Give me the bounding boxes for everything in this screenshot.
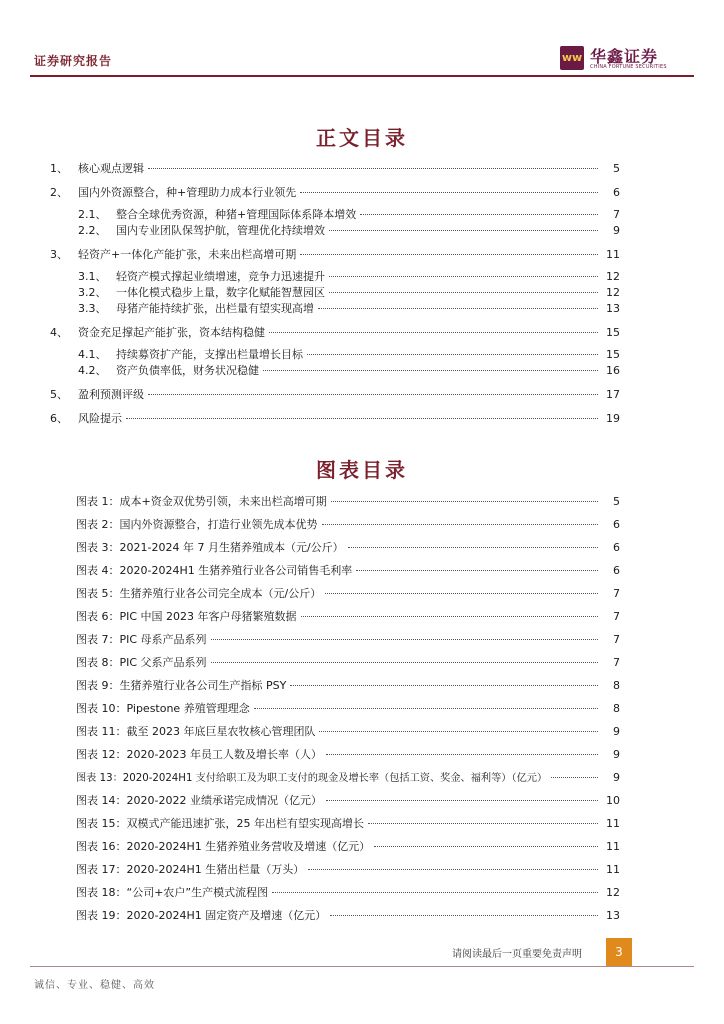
leader-dots bbox=[300, 254, 598, 255]
toc-entry[interactable] bbox=[50, 246, 620, 264]
toc-entry-number: 3.3、 bbox=[78, 302, 107, 315]
figure-entry-page: 6 bbox=[613, 541, 620, 554]
toc-entry-page: 16 bbox=[606, 364, 620, 377]
toc-entry-text: 资产负债率低，财务状况稳健 bbox=[116, 364, 259, 377]
leader-dots bbox=[319, 731, 598, 732]
toc-entry-number: 3.2、 bbox=[78, 286, 107, 299]
figure-entry-page: 8 bbox=[613, 702, 620, 715]
figure-entry[interactable] bbox=[76, 539, 620, 557]
figure-entry[interactable] bbox=[76, 769, 620, 787]
page-number: 3 bbox=[606, 938, 632, 966]
figure-entry[interactable] bbox=[76, 723, 620, 741]
figure-entry[interactable] bbox=[76, 654, 620, 672]
toc-entry-text: 一体化模式稳步上量，数字化赋能智慧园区 bbox=[116, 286, 325, 299]
leader-dots bbox=[148, 394, 598, 395]
figure-entry-text: 图表 1：成本+资金双优势引领，未来出栏高增可期 bbox=[76, 495, 327, 508]
figure-entry[interactable] bbox=[76, 792, 620, 810]
figure-entry-page: 8 bbox=[613, 679, 620, 692]
figure-entry-page: 6 bbox=[613, 518, 620, 531]
figure-entry-text: 图表 3：2021-2024 年 7 月生猪养殖成本（元/公斤） bbox=[76, 541, 344, 554]
figure-entry[interactable] bbox=[76, 746, 620, 764]
leader-dots bbox=[356, 570, 598, 571]
leader-dots bbox=[290, 685, 598, 686]
toc-entry-page: 6 bbox=[613, 186, 620, 199]
figure-entry-page: 9 bbox=[613, 771, 620, 784]
leader-dots bbox=[263, 370, 598, 371]
toc-entry-text: 整合全球优秀资源，种猪+管理国际体系降本增效 bbox=[116, 208, 357, 221]
logo-name-cn: 华鑫证券 bbox=[590, 47, 659, 66]
figure-entry[interactable] bbox=[76, 585, 620, 603]
toc-entry-page: 5 bbox=[613, 162, 620, 175]
toc-entry-text: 盈利预测评级 bbox=[78, 388, 144, 401]
figure-entry-text: 图表 18：“公司+农户”生产模式流程图 bbox=[76, 886, 269, 899]
figure-entry-text: 图表 7：PIC 母系产品系列 bbox=[76, 633, 207, 646]
toc-entry-number: 1、 bbox=[50, 162, 68, 175]
toc-entry-number: 6、 bbox=[50, 412, 68, 425]
toc-entry-page: 12 bbox=[606, 270, 620, 283]
logo-name-en: CHINA FORTUNE SECURITIES bbox=[590, 64, 667, 70]
toc-entry-number: 2.1、 bbox=[78, 208, 107, 221]
toc-entry-page: 15 bbox=[606, 348, 620, 361]
toc-entry-text: 国内专业团队保驾护航，管理优化持续增效 bbox=[116, 224, 325, 237]
toc-entry-text: 轻资产模式撑起业绩增速，竞争力迅速提升 bbox=[116, 270, 325, 283]
toc-entry-page: 17 bbox=[606, 388, 620, 401]
leader-dots bbox=[269, 332, 598, 333]
toc-entry-number: 4.1、 bbox=[78, 348, 107, 361]
leader-dots bbox=[318, 308, 598, 309]
figure-entry-text: 图表 16：2020-2024H1 生猪养殖业务营收及增速（亿元） bbox=[76, 840, 371, 853]
disclaimer-note: 请阅读最后一页重要免责声明 bbox=[452, 949, 582, 960]
logo-mark-icon: ww bbox=[560, 46, 584, 70]
leader-dots bbox=[211, 639, 598, 640]
toc-entry[interactable] bbox=[50, 160, 620, 178]
figure-entry-page: 9 bbox=[613, 725, 620, 738]
toc-subentry[interactable] bbox=[78, 362, 620, 380]
toc-entry-number: 2、 bbox=[50, 186, 68, 199]
footer-divider bbox=[30, 966, 694, 967]
leader-dots bbox=[331, 501, 598, 502]
toc-entry-page: 13 bbox=[606, 302, 620, 315]
toc-entry-page: 15 bbox=[606, 326, 620, 339]
figure-entry-text: 图表 8：PIC 父系产品系列 bbox=[76, 656, 207, 669]
leader-dots bbox=[551, 777, 598, 778]
toc-subentry[interactable] bbox=[78, 222, 620, 240]
figure-entry[interactable] bbox=[76, 631, 620, 649]
leader-dots bbox=[326, 800, 598, 801]
leader-dots bbox=[329, 230, 598, 231]
leader-dots bbox=[301, 616, 598, 617]
leader-dots bbox=[126, 418, 598, 419]
toc-entry-text: 资金充足撑起产能扩张，资本结构稳健 bbox=[78, 326, 265, 339]
toc-entry[interactable] bbox=[50, 324, 620, 342]
toc-entry-page: 12 bbox=[606, 286, 620, 299]
leader-dots bbox=[326, 754, 598, 755]
figure-entry-text: 图表 12：2020-2023 年员工人数及增长率（人） bbox=[76, 748, 322, 761]
leader-dots bbox=[308, 869, 598, 870]
figure-entry-text: 图表 17：2020-2024H1 生猪出栏量（万头） bbox=[76, 863, 305, 876]
report-type-label: 证券研究报告 bbox=[34, 54, 113, 68]
figure-entry[interactable] bbox=[76, 608, 620, 626]
toc-subentry[interactable] bbox=[78, 300, 620, 318]
figure-entry-page: 10 bbox=[606, 794, 620, 807]
toc-entry-number: 4.2、 bbox=[78, 364, 107, 377]
toc-entry-text: 轻资产+一体化产能扩张，未来出栏高增可期 bbox=[78, 248, 297, 261]
toc-entry-text: 持续募资扩产能，支撑出栏量增长目标 bbox=[116, 348, 303, 361]
figure-entry[interactable] bbox=[76, 907, 620, 925]
leader-dots bbox=[307, 354, 598, 355]
figure-entry-text: 图表 6：PIC 中国 2023 年客户母猪繁殖数据 bbox=[76, 610, 297, 623]
toc-entry-page: 9 bbox=[613, 224, 620, 237]
figure-entry-text: 图表 19：2020-2024H1 固定资产及增速（亿元） bbox=[76, 909, 327, 922]
toc-entry-page: 11 bbox=[606, 248, 620, 261]
toc-entry-text: 母猪产能持续扩张，出栏量有望实现高增 bbox=[116, 302, 314, 315]
figure-entry-text: 图表 5：生猪养殖行业各公司完全成本（元/公斤） bbox=[76, 587, 322, 600]
toc-entry-number: 4、 bbox=[50, 326, 68, 339]
leader-dots bbox=[325, 593, 598, 594]
figure-entry[interactable] bbox=[76, 677, 620, 695]
leader-dots bbox=[348, 547, 598, 548]
toc-title: 正文目录 bbox=[316, 126, 408, 150]
figure-entry-text: 图表 9：生猪养殖行业各公司生产指标 PSY bbox=[76, 679, 287, 692]
leader-dots bbox=[148, 168, 598, 169]
figure-entry-page: 7 bbox=[613, 587, 620, 600]
toc-entry-number: 2.2、 bbox=[78, 224, 107, 237]
header-divider bbox=[30, 75, 694, 77]
leader-dots bbox=[374, 846, 598, 847]
figure-entry-text: 图表 14：2020-2022 业绩承诺完成情况（亿元） bbox=[76, 794, 322, 807]
figure-entry[interactable] bbox=[76, 861, 620, 879]
figure-entry-page: 11 bbox=[606, 863, 620, 876]
company-motto: 诚信、专业、稳健、高效 bbox=[34, 980, 155, 991]
figure-list-title: 图表目录 bbox=[316, 458, 408, 482]
figure-entry[interactable] bbox=[76, 562, 620, 580]
leader-dots bbox=[254, 708, 598, 709]
figure-entry[interactable] bbox=[76, 516, 620, 534]
figure-entry-page: 7 bbox=[613, 656, 620, 669]
figure-entry-text: 图表 2：国内外资源整合，打造行业领先成本优势 bbox=[76, 518, 318, 531]
toc-entry[interactable] bbox=[50, 386, 620, 404]
leader-dots bbox=[272, 892, 598, 893]
figure-entry-page: 11 bbox=[606, 817, 620, 830]
figure-entry-page: 9 bbox=[613, 748, 620, 761]
leader-dots bbox=[330, 915, 598, 916]
figure-entry-page: 11 bbox=[606, 840, 620, 853]
leader-dots bbox=[211, 662, 598, 663]
toc-entry-page: 19 bbox=[606, 412, 620, 425]
brand-logo bbox=[560, 44, 670, 74]
figure-entry[interactable] bbox=[76, 700, 620, 718]
figure-entry-text: 图表 4：2020-2024H1 生猪养殖行业各公司销售毛利率 bbox=[76, 564, 353, 577]
toc-entry-number: 3、 bbox=[50, 248, 68, 261]
figure-entry-text: 图表 13：2020-2024H1 支付给职工及为职工支付的现金及增长率（包括工资、奖金、福利等）（亿元） bbox=[76, 773, 548, 784]
toc-entry-text: 核心观点逻辑 bbox=[78, 162, 144, 175]
leader-dots bbox=[329, 292, 598, 293]
figure-entry-page: 12 bbox=[606, 886, 620, 899]
leader-dots bbox=[329, 276, 598, 277]
figure-entry[interactable] bbox=[76, 493, 620, 511]
figure-entry[interactable] bbox=[76, 884, 620, 902]
toc-entry-number: 5、 bbox=[50, 388, 68, 401]
leader-dots bbox=[300, 192, 598, 193]
figure-entry-page: 13 bbox=[606, 909, 620, 922]
figure-entry-page: 6 bbox=[613, 564, 620, 577]
toc-entry[interactable] bbox=[50, 410, 620, 428]
figure-entry-text: 图表 10：Pipestone 养殖管理理念 bbox=[76, 702, 250, 715]
figure-entry-page: 7 bbox=[613, 633, 620, 646]
figure-entry-text: 图表 15：双模式产能迅速扩张，25 年出栏有望实现高增长 bbox=[76, 817, 364, 830]
leader-dots bbox=[360, 214, 598, 215]
toc-entry-number: 3.1、 bbox=[78, 270, 107, 283]
figure-entry-page: 7 bbox=[613, 610, 620, 623]
figure-entry-page: 5 bbox=[613, 495, 620, 508]
leader-dots bbox=[322, 524, 599, 525]
figure-entry[interactable] bbox=[76, 838, 620, 856]
toc-entry-page: 7 bbox=[613, 208, 620, 221]
figure-entry[interactable] bbox=[76, 815, 620, 833]
toc-entry[interactable] bbox=[50, 184, 620, 202]
figure-entry-text: 图表 11：截至 2023 年底巨星农牧核心管理团队 bbox=[76, 725, 316, 738]
leader-dots bbox=[368, 823, 598, 824]
toc-entry-text: 国内外资源整合，种+管理助力成本行业领先 bbox=[78, 186, 297, 199]
toc-entry-text: 风险提示 bbox=[78, 412, 122, 425]
